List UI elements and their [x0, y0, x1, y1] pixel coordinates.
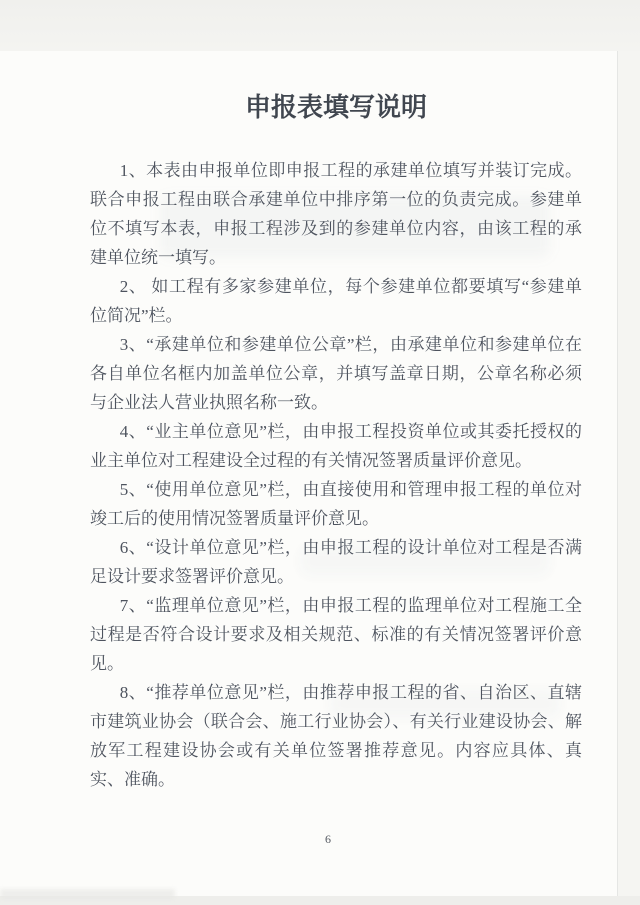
- instruction-paragraph-8: 8、“推荐单位意见”栏，由推荐申报工程的省、自治区、直辖市建筑业协会（联合会、施工行业协会）、有关行业建设协会、解放军工程建设协会或有关单位签署推荐意见。内容应具体、真实、准确。: [90, 683, 582, 789]
- instruction-paragraph-3: 3、“承建单位和参建单位公章”栏，由承建单位和参建单位在各自单位名框内加盖单位公章，并填写盖章日期，公章名称必须与企业法人营业执照名称一致。: [90, 335, 582, 412]
- document-body: [90, 93, 582, 794]
- instruction-paragraph-2: 2、 如工程有多家参建单位，每个参建单位都要填写“参建单位简况”栏。: [90, 277, 582, 325]
- scan-right-edge: [617, 51, 640, 896]
- page-title: 申报表填写说明: [244, 93, 427, 122]
- instruction-paragraph-5: 5、“使用单位意见”栏，由直接使用和管理申报工程的单位对竣工后的使用情况签署质量评价意见。: [90, 480, 582, 528]
- instruction-paragraph-6: 6、“设计单位意见”栏，由申报工程的设计单位对工程是否满足设计要求签署评价意见。: [90, 538, 582, 586]
- page-number: 6: [325, 832, 331, 846]
- scan-top-edge: [0, 0, 640, 51]
- instruction-paragraph-7: 7、“监理单位意见”栏，由申报工程的监理单位对工程施工全过程是否符合设计要求及相关规范、标准的有关情况签署评价意见。: [90, 596, 582, 673]
- scan-corner-smudge: [0, 889, 175, 899]
- instruction-paragraph-4: 4、“业主单位意见”栏，由申报工程投资单位或其委托授权的业主单位对工程建设全过程的有关情况签署质量评价意见。: [90, 422, 582, 470]
- instruction-paragraph-1: 1、本表由申报单位即申报工程的承建单位填写并装订完成。联合申报工程由联合承建单位中排序第一位的负责完成。参建单位不填写本表，申报工程涉及到的参建单位内容，由该工程的承建单位统一填写。: [90, 161, 582, 267]
